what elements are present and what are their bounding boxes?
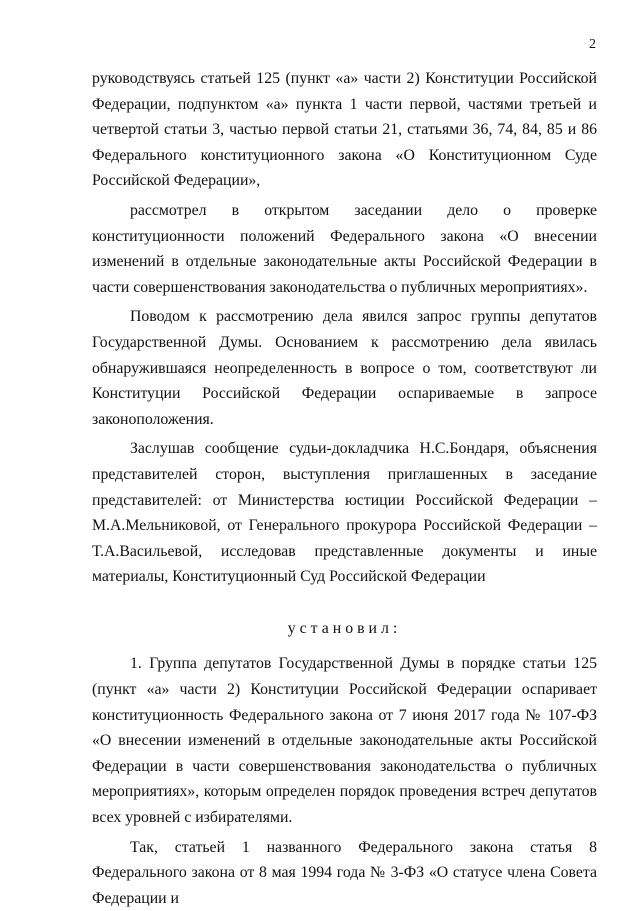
paragraph-grounds: Поводом к рассмотрению дела явился запрос группы депутатов Государственной Думы. Основанием к рассмотрению дела явилась обнаружившаяся неопределенность в вопросе о том, соответствуют ли Конституции Российской Федерации оспариваемые в запросе законоположения.: [92, 308, 597, 428]
paragraph-continuation: Так, статьей 1 названного Федерального закона статья 8 Федерального закона от 8 мая 1994 года № 3-ФЗ «О статусе члена Совета Федерации и: [92, 838, 597, 907]
document-body: [92, 66, 597, 911]
paragraph-considered: рассмотрел в открытом заседании дело о проверке конституционности положений Федерального закона «О внесении изменений в отдельные законодательные акты Российской Федерации в части совершенствования законодательства о публичных мероприятиях».: [92, 201, 597, 296]
paragraph-preamble: руководствуясь статьей 125 (пункт «а» части 2) Конституции Российской Федерации, подпунктом «а» пункта 1 части первой, частями третьей и четвертой статьи 3, частью первой статьи 21, статьями 36, 74, 84, 85 и 86 Федерального конституционного закона «О Конституционном Суде Российской Федерации»,: [92, 70, 597, 190]
page-number: 2: [589, 37, 596, 52]
paragraph-hearing: Заслушав сообщение судьи-докладчика Н.С.Бондаря, объяснения представителей сторон, выступления приглашенных в заседание представителей: от Министерства юстиции Российской Федерации – М.А.Мельниковой, от Генерального прокурора Российской Федерации – Т.А.Васильевой, исследовав представленные документы и иные материалы, Конституционный Суд Российской Федерации: [92, 440, 597, 586]
paragraph-point-1: 1. Группа депутатов Государственной Думы в порядке статьи 125 (пункт «а» части 2) Конституции Российской Федерации оспаривает конституционность Федерального закона от 7 июня 2017 года № 107-ФЗ «О внесении изменений в отдельные законодательные акты Российской Федерации в части совершенствования законодательства о публичных мероприятиях», которым определен порядок проведения встреч депутатов всех уровней с избирателями.: [92, 655, 597, 827]
section-heading: установил:: [287, 619, 402, 637]
